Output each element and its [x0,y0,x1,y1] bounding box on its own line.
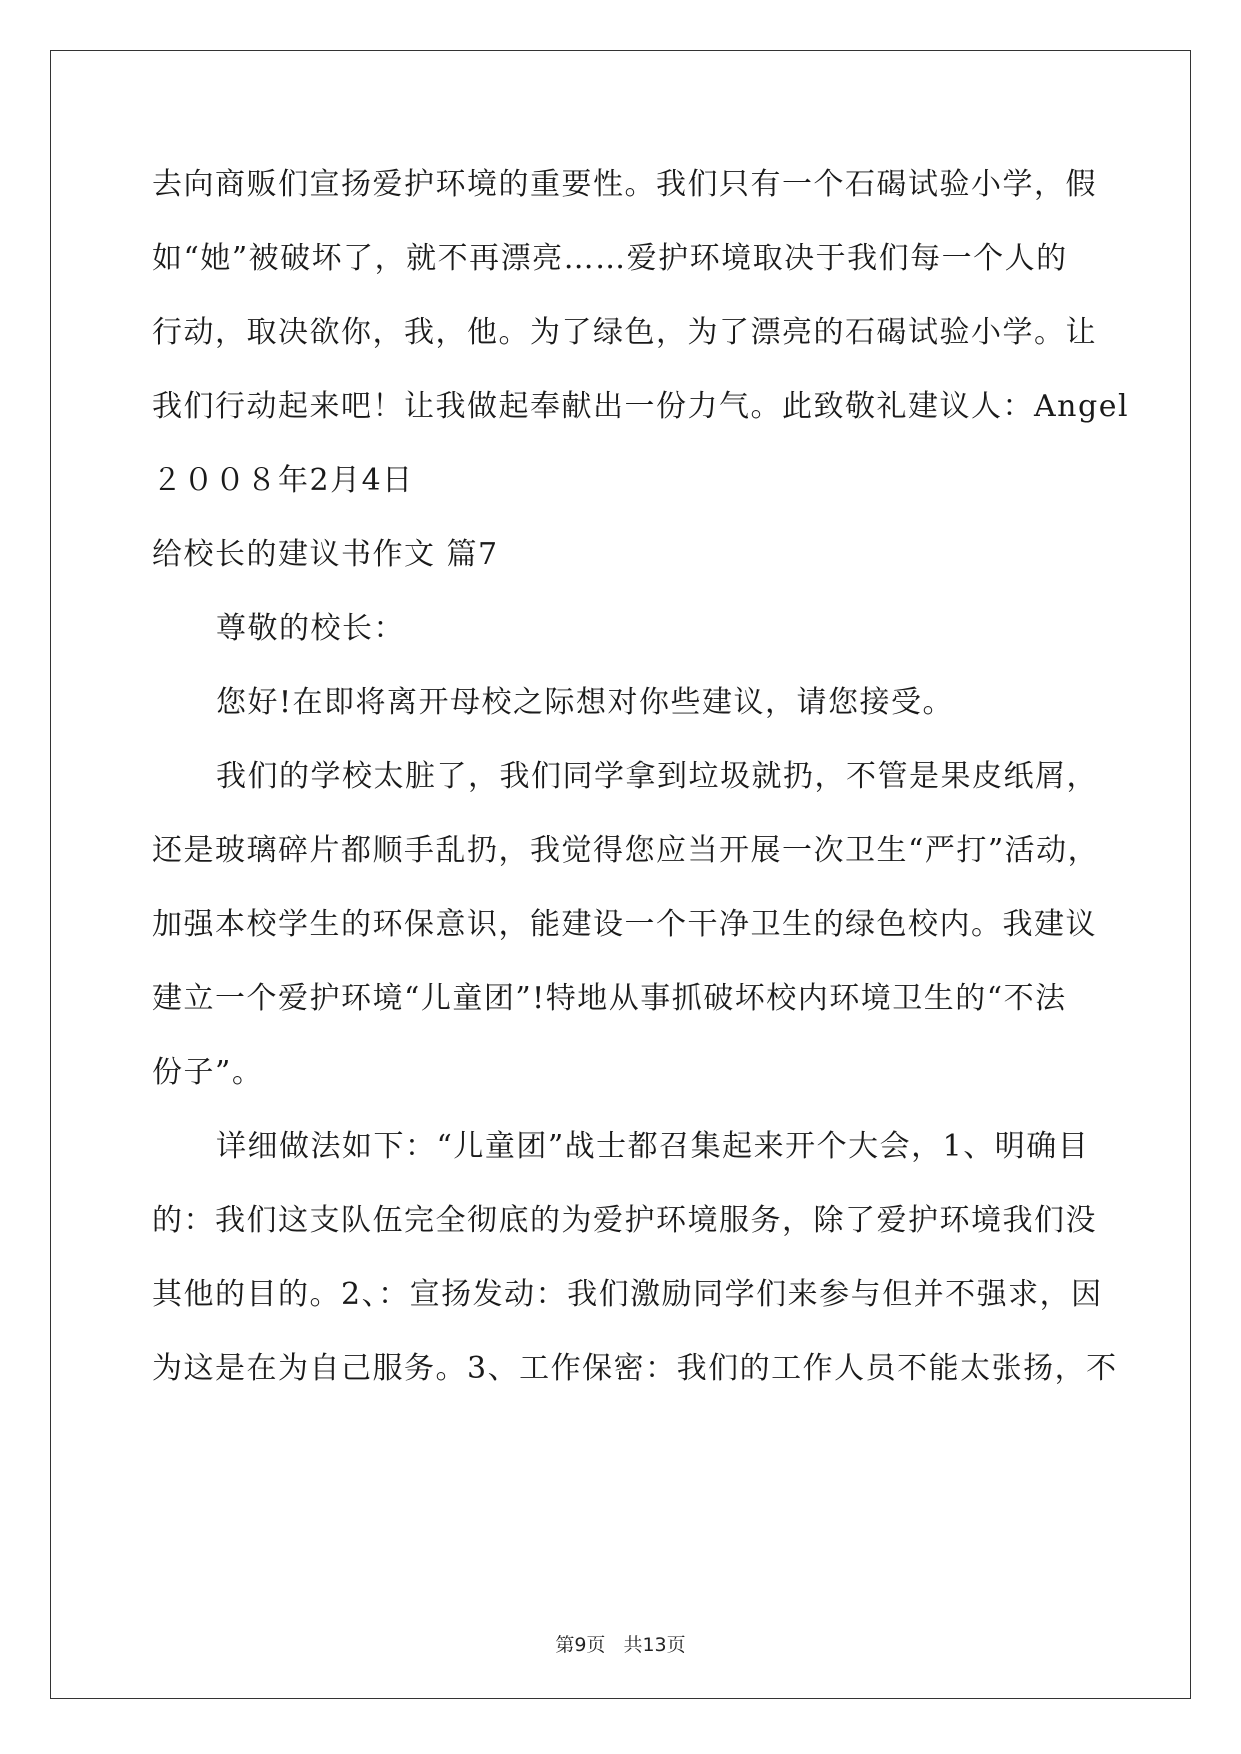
page-footer [0,1630,1241,1657]
body-line: 为这是在为自己服务。3、工作保密：我们的工作人员不能太张扬，不 [152,1351,1118,1386]
total-pages: 共13页 [623,1634,686,1656]
body-line: 详细做法如下：“儿童团”战士都召集起来开个大会，1、明确目 [216,1129,1090,1164]
date-line: ２００８年2月4日 [152,463,414,498]
body-line: 您好!在即将离开母校之际想对你些建议，请您接受。 [216,685,955,720]
page-frame [50,50,1191,1699]
body-line: 如“她”被破坏了，就不再漂亮……爱护环境取决于我们每一个人的 [152,241,1068,276]
body-line: 去向商贩们宣扬爱护环境的重要性。我们只有一个石碣试验小学，假 [152,167,1097,202]
body-line: 其他的目的。2、：宣扬发动：我们激励同学们来参与但并不强求，因 [152,1277,1103,1312]
body-line: 建立一个爱护环境“儿童团”!特地从事抓破坏校内环境卫生的“不法 [152,981,1067,1016]
body-line: 还是玻璃碎片都顺手乱扔，我觉得您应当开展一次卫生“严打”活动， [152,833,1100,868]
body-line: 行动，取决欲你，我，他。为了绿色，为了漂亮的石碣试验小学。让 [152,315,1097,350]
salutation: 尊敬的校长： [216,611,405,646]
body-line: 的：我们这支队伍完全彻底的为爱护环境服务，除了爱护环境我们没 [152,1203,1097,1238]
body-line: 份子”。 [152,1055,264,1090]
body-line: 我们行动起来吧！让我做起奉献出一份力气。此致敬礼建议人：Angel [152,389,1130,424]
body-line: 我们的学校太脏了，我们同学拿到垃圾就扔，不管是果皮纸屑， [216,759,1098,794]
body-line: 加强本校学生的环保意识，能建设一个干净卫生的绿色校内。我建议 [152,907,1097,942]
section-title: 给校长的建议书作文 篇7 [152,537,499,572]
page-number: 第9页 [555,1634,606,1656]
